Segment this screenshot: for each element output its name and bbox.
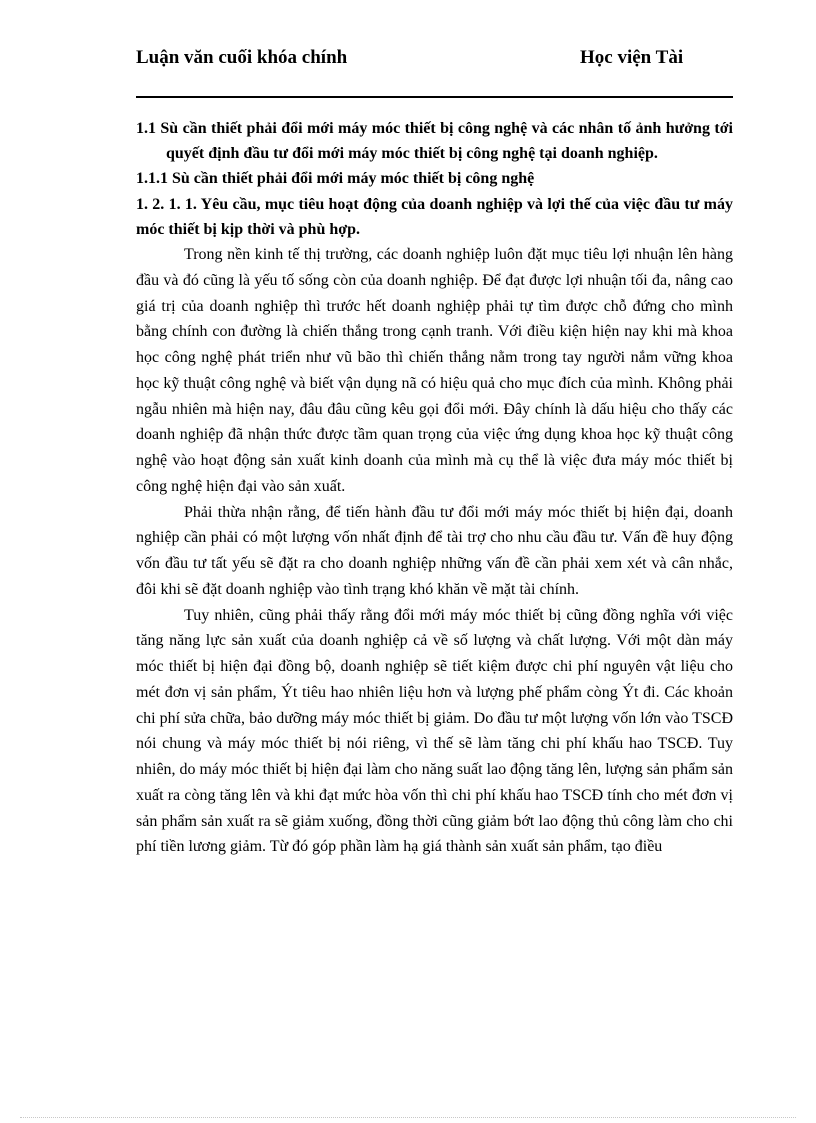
- page-header: [136, 44, 733, 98]
- body-paragraph-1: Trong nền kinh tế thị trường, các doanh nghiệp luôn đặt mục tiêu lợi nhuận lên hàng đầu và đó cũng là yếu tố sống còn của doanh nghiệp. Để đạt được lợi nhuận tối đa, nâng cao giá trị của doanh nghiệp thì trước hết doanh nghiệp phải tự tìm được chỗ đứng cho mình bằng chính con đường là chiến thắng trong cạnh tranh. Với điều kiện hiện nay khi mà khoa học công nghệ phát triển như vũ bão thì chiến thắng nằm trong tay người nắm vững khoa học kỹ thuật công nghệ và biết vận dụng nã có hiệu quả cho mục đích của mình. Không phải ngẫu nhiên mà hiện nay, đâu đâu cũng kêu gọi đổi mới. Đây chính là dấu hiệu cho thấy các doanh nghiệp đã nhận thức được tầm quan trọng của việc ứng dụng khoa học kỹ thuật công nghệ vào hoạt động sản xuất kinh doanh của mình mà cụ thể là việc đưa máy móc thiết bị công nghệ hiện đại vào sản xuất.: [136, 246, 733, 495]
- header-left-title: Luận văn cuối khóa chính: [136, 47, 348, 68]
- document-body: [136, 116, 733, 860]
- heading-section-1-2-1-1: 1. 2. 1. 1. Yêu cầu, mục tiêu hoạt động của doanh nghiệp và lợi thế của việc đầu tư máy móc thiết bị kịp thời và phù hợp.: [136, 196, 733, 238]
- body-paragraph-2: Phải thừa nhận rằng, để tiến hành đầu tư đổi mới máy móc thiết bị hiện đại, doanh nghiệp cần phải có một lượng vốn nhất định để tài trợ cho nhu cầu đầu tư. Vấn đề huy động vốn đầu tư tất yếu sẽ đặt ra cho doanh nghiệp những vấn đề cần phải xem xét và cân nhắc, đôi khi sẽ đặt doanh nghiệp vào tình trạng khó khăn về mặt tài chính.: [136, 503, 733, 598]
- page-bottom-divider: [20, 1117, 796, 1118]
- heading-section-1-1-1: 1.1.1 Sù cần thiết phải đổi mới máy móc thiết bị công nghệ: [136, 170, 535, 187]
- heading-section-1-1: 1.1 Sù cần thiết phải đổi mới máy móc thiết bị công nghệ và các nhân tố ảnh hưởng tới quyết định đầu tư đổi mới máy móc thiết bị công nghệ tại doanh nghiệp.: [136, 120, 733, 162]
- body-paragraph-3: Tuy nhiên, cũng phải thấy rằng đổi mới máy móc thiết bị cũng đồng nghĩa với việc tăng năng lực sản xuất của doanh nghiệp cả về số lượng và chất lượng. Với một dàn máy móc thiết bị hiện đại đồng bộ, doanh nghiệp sẽ tiết kiệm được chi phí nguyên vật liệu cho mét đơn vị sản phẩm, Ýt tiêu hao nhiên liệu hơn và lượng phế phẩm còng Ýt đi. Các khoản chi phí sửa chữa, bảo dưỡng máy móc thiết bị giảm. Do đầu tư một lượng vốn lớn vào TSCĐ nói chung và máy móc thiết bị nói riêng, vì thế sẽ làm tăng chi phí khấu hao TSCĐ. Tuy nhiên, do máy móc thiết bị hiện đại làm cho năng suất lao động tăng lên, lượng sản phẩm sản xuất ra còng tăng lên và khi đạt mức hòa vốn thì chi phí khấu hao TSCĐ tính cho mét đơn vị sản phẩm sản xuất ra sẽ giảm xuống, đồng thời cũng giảm bớt lao động thủ công làm cho chi phí tiền lương giảm. Từ đó góp phần làm hạ giá thành sản xuất sản phẩm, tạo điều: [136, 606, 734, 856]
- header-right-title: Học viện Tài: [580, 47, 684, 68]
